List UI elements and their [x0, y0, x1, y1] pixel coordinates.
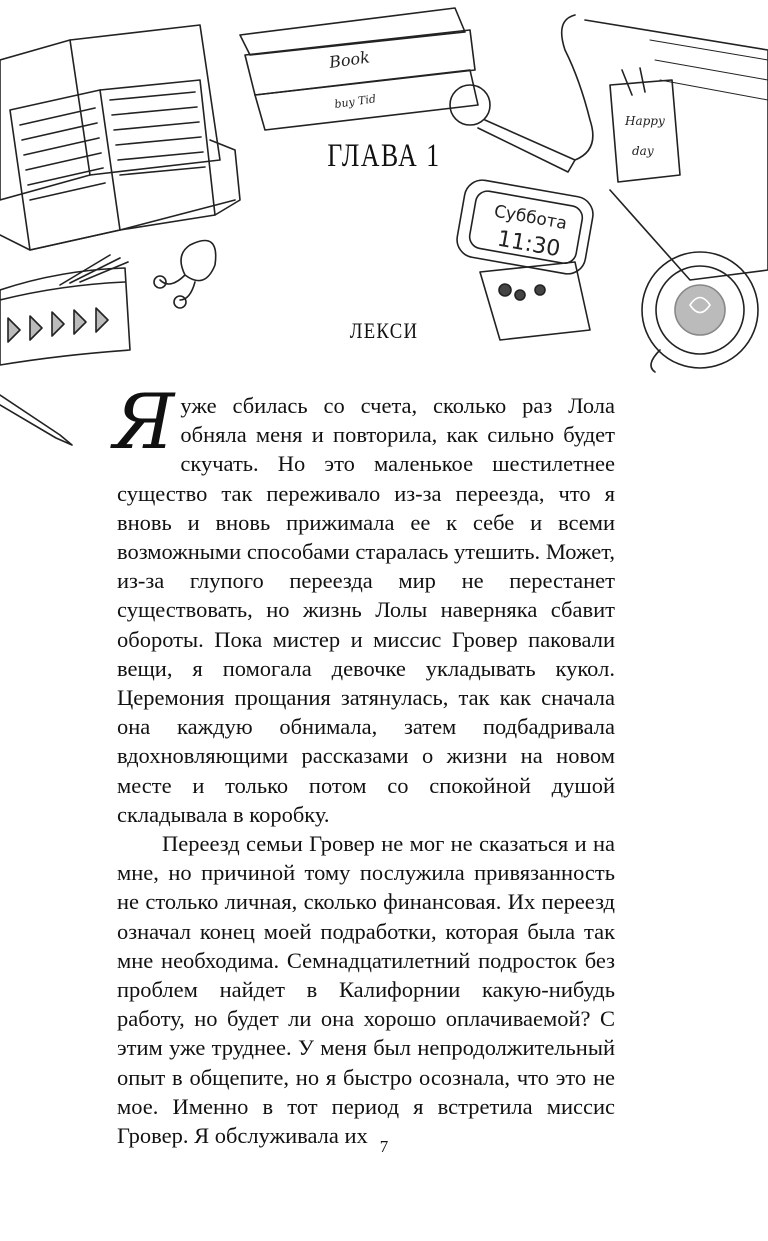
clock-time: 11:30	[495, 226, 563, 263]
pencil-case-drawing	[0, 255, 130, 365]
paragraph-2: Переезд семьи Гровер не мог не сказаться и на мне, но причиной тому послужила привязанность не столько личная, сколько финансовая. Их переезд означал конец моей подработки, которая была так мне необходима. Семнадцатилетний подросток без проблем найдет в Калифорнии какую-нибудь работу, но будет ли она хорошо оплачиваемой? С этим уже труднее. У меня был непродолжительный опыт в общепите, но я быстро осознала, что это не мое. Именно в тот период я встретила миссис Гровер. Я обслуживала их	[117, 831, 615, 1149]
pencil-drawing	[0, 395, 72, 445]
chapter-character-name: ЛЕКСИ	[349, 318, 419, 343]
earphones-drawing	[154, 241, 216, 309]
note-text-happy: Happy	[625, 114, 665, 128]
chapter-body-text	[113, 377, 615, 1150]
book-spine-label-2: buy Tid	[333, 92, 377, 111]
paragraph-1-text: уже сбилась со счета, сколько раз Лола обняла меня и повторила, как сильно будет скучать. Но это маленькое шестилетнее существо так переживало из-за переезда, что я вновь и вновь прижимала ее к себе и всеми возможными способами старалась утешить. Может, из-за глупого переезда мир не перестанет существовать, но жизнь Лолы наверняка сбавит обороты. Пока мистер и миссис Гровер паковали вещи, я помогала девочке укладывать кукол. Церемония прощания затянулась, так как сначала она каждую обнимала, затем подбадривала вдохновляющими рассказами о жизни на новом месте и только потом со спокойной душой складывала в коробку.	[117, 393, 615, 827]
coffee-cup-drawing	[642, 252, 758, 372]
book-stack-drawing	[240, 8, 478, 130]
drop-cap: Я	[113, 377, 175, 466]
clock-day: Суббота	[492, 201, 569, 235]
paragraph-1	[113, 377, 615, 829]
page-number: 7	[379, 1137, 389, 1156]
chapter-title: ГЛАВА 1	[327, 138, 441, 174]
book-spine-label: Book	[327, 47, 371, 72]
note-text-day: day	[632, 144, 654, 158]
